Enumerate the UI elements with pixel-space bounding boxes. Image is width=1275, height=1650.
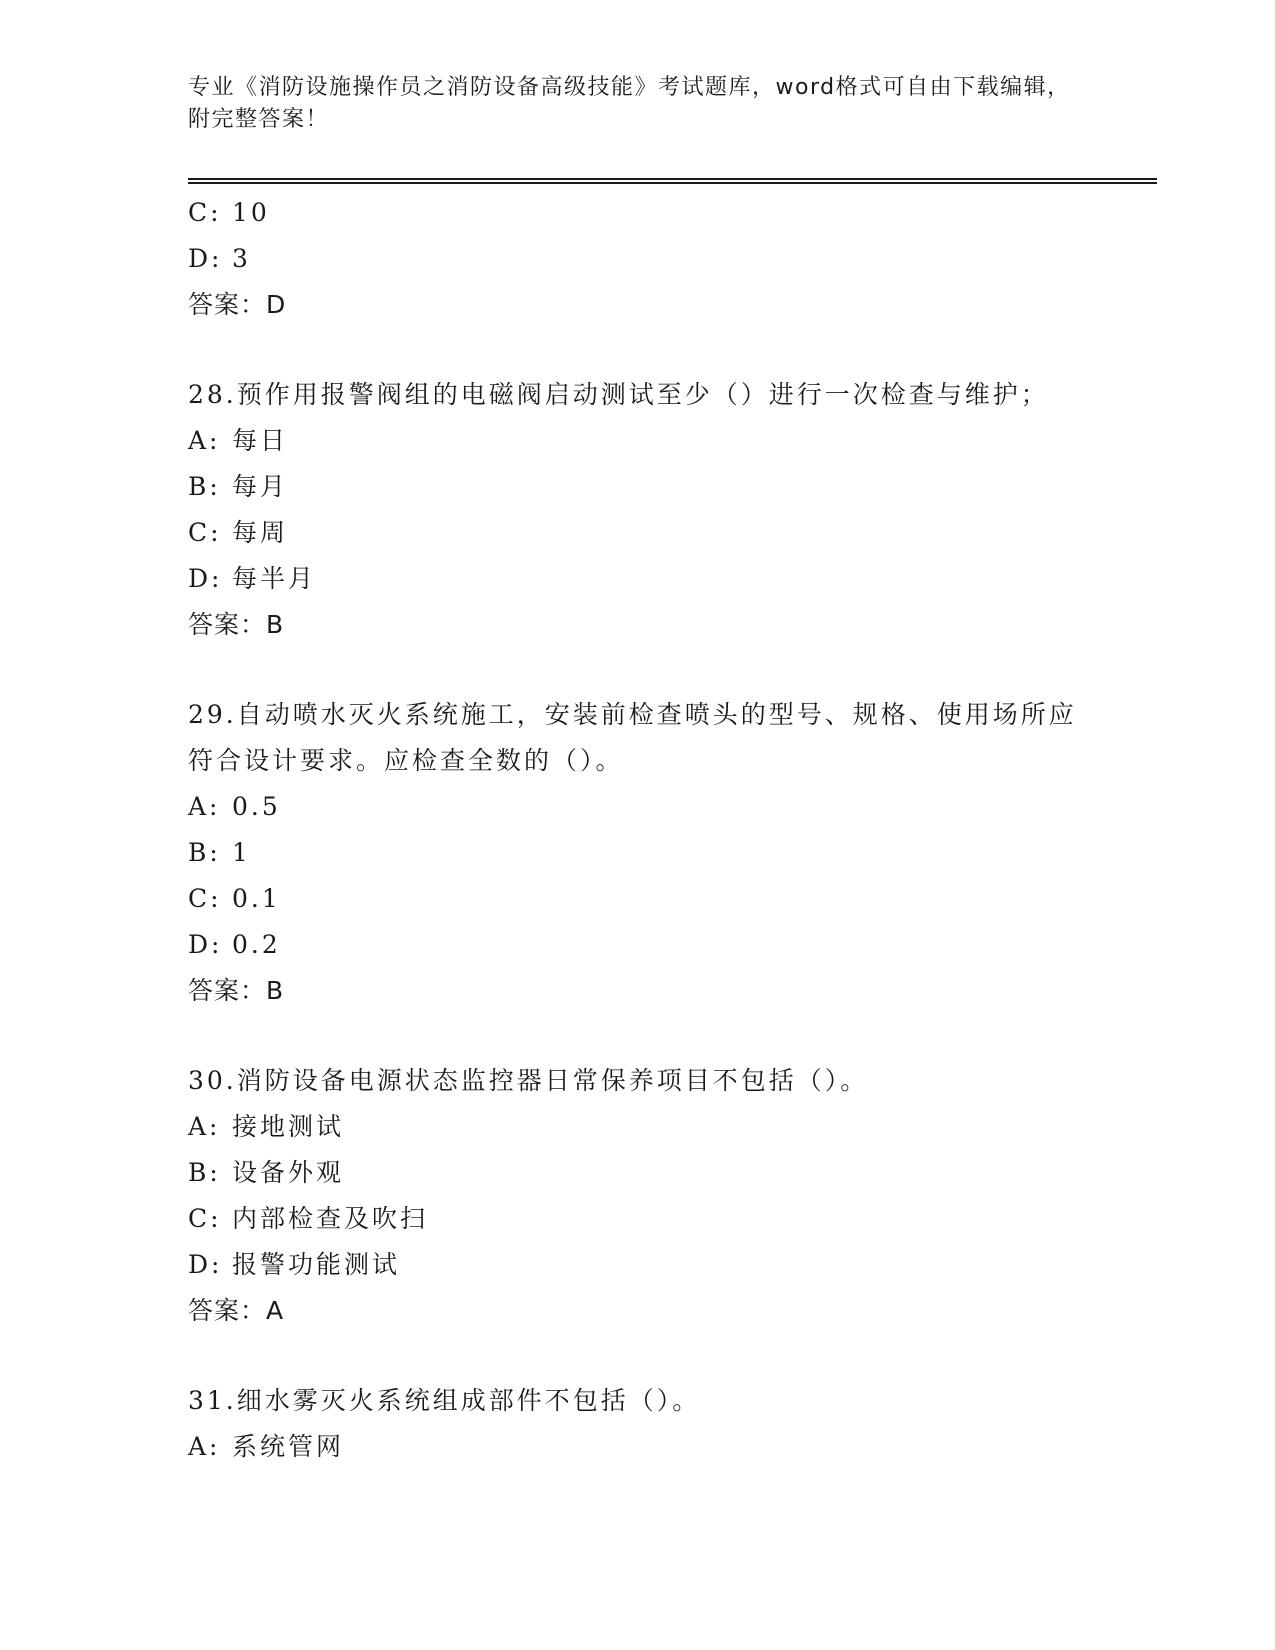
option-label: B: xyxy=(188,472,221,501)
option-row xyxy=(188,876,1088,922)
option-text: 1 xyxy=(232,838,251,867)
option-row xyxy=(188,830,1088,876)
option-text: 每月 xyxy=(232,472,289,501)
question-stem: 29.自动喷水灭火系统施工，安装前检查喷头的型号、规格、使用场所应符合设计要求。应检查全数的（）。 xyxy=(188,700,1077,775)
option-row xyxy=(188,190,1088,236)
option-text: 0.2 xyxy=(232,930,281,959)
option-row xyxy=(188,1242,1088,1288)
option-text: 系统管网 xyxy=(232,1432,345,1461)
document-header: 专业《消防设施操作员之消防设备高级技能》考试题库，word格式可自由下载编辑，附完整答案！ xyxy=(188,75,1071,132)
answer-line: 答案：B xyxy=(188,610,285,639)
option-label: D: xyxy=(188,930,223,959)
option-label: A: xyxy=(188,1112,221,1141)
option-row xyxy=(188,236,1088,282)
question-stem: 30.消防设备电源状态监控器日常保养项目不包括（）。 xyxy=(188,1066,869,1095)
option-text: 0.1 xyxy=(232,884,281,913)
answer-line: 答案：B xyxy=(188,976,285,1005)
option-row xyxy=(188,418,1088,464)
answer-line: 答案：D xyxy=(188,290,287,319)
option-label: D: xyxy=(188,564,223,593)
option-text: 10 xyxy=(232,198,270,227)
option-text: 0.5 xyxy=(232,792,281,821)
option-row xyxy=(188,1424,1088,1470)
option-label: A: xyxy=(188,792,221,821)
option-text: 报警功能测试 xyxy=(232,1250,401,1279)
header-divider-bottom xyxy=(188,182,1157,184)
option-text: 3 xyxy=(232,244,251,273)
option-label: D: xyxy=(188,1250,223,1279)
option-text: 每半月 xyxy=(232,564,317,593)
option-row xyxy=(188,510,1088,556)
option-label: C: xyxy=(188,884,222,913)
option-label: B: xyxy=(188,1158,221,1187)
option-label: B: xyxy=(188,838,221,867)
option-text: 设备外观 xyxy=(232,1158,345,1187)
option-row xyxy=(188,556,1088,602)
option-label: A: xyxy=(188,1432,221,1461)
option-text: 接地测试 xyxy=(232,1112,345,1141)
option-text: 每日 xyxy=(232,426,289,455)
option-label: C: xyxy=(188,1204,222,1233)
option-row xyxy=(188,922,1088,968)
question-list xyxy=(188,190,1088,1470)
question-stem: 28.预作用报警阀组的电磁阀启动测试至少（）进行一次检查与维护； xyxy=(188,380,1049,409)
option-row xyxy=(188,1150,1088,1196)
option-row xyxy=(188,1196,1088,1242)
option-row xyxy=(188,1104,1088,1150)
option-label: A: xyxy=(188,426,221,455)
option-row xyxy=(188,784,1088,830)
question-stem: 31.细水雾灭火系统组成部件不包括（）。 xyxy=(188,1386,701,1415)
header-divider-top xyxy=(188,178,1157,180)
option-row xyxy=(188,464,1088,510)
option-label: D: xyxy=(188,244,223,273)
option-label: C: xyxy=(188,198,222,227)
option-label: C: xyxy=(188,518,222,547)
answer-line: 答案：A xyxy=(188,1296,285,1325)
option-text: 每周 xyxy=(232,518,289,547)
option-text: 内部检查及吹扫 xyxy=(232,1204,429,1233)
